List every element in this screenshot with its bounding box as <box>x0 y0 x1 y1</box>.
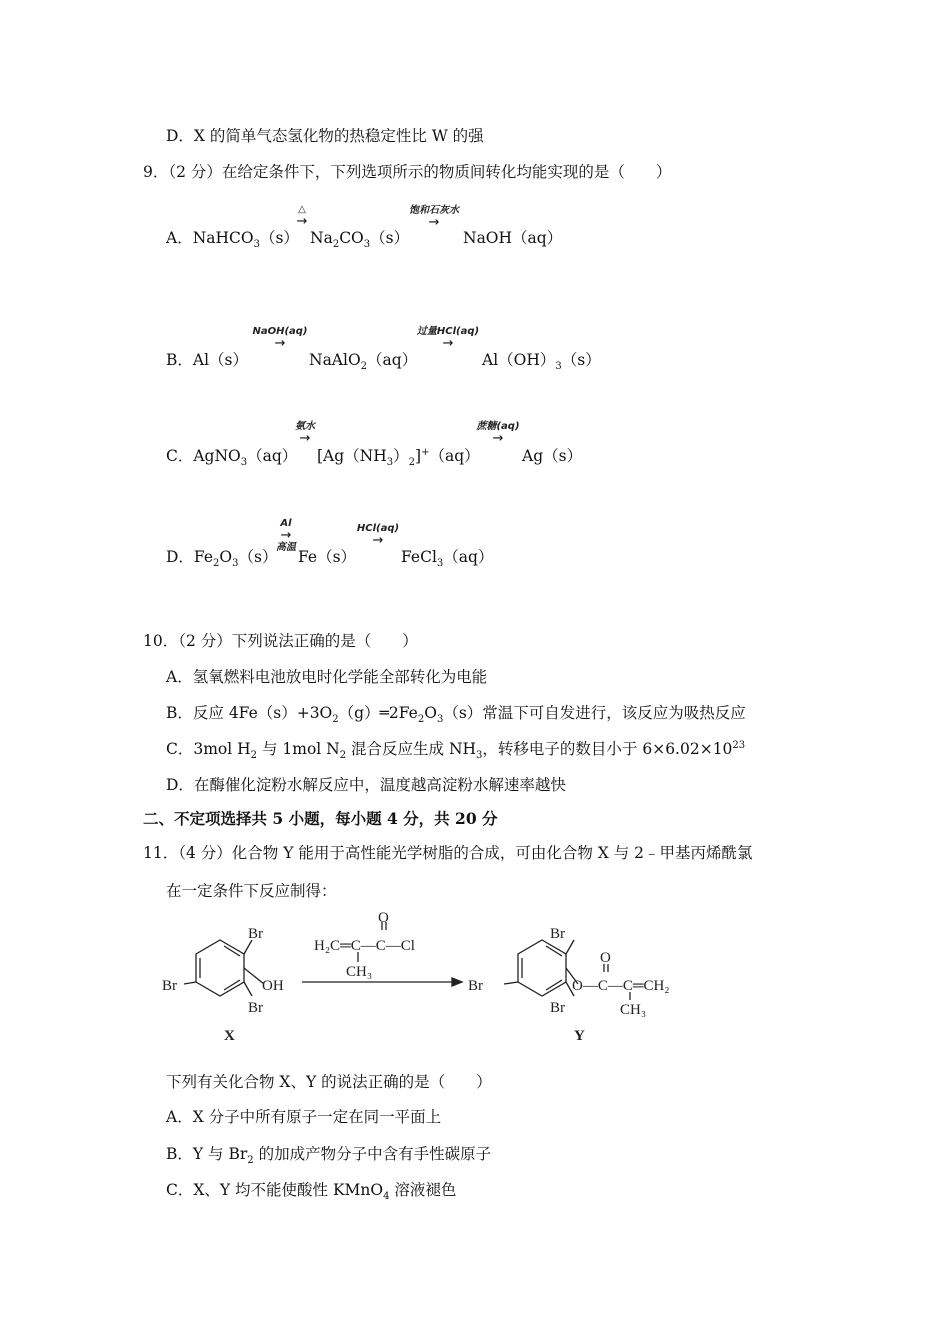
y-br-top: Br <box>550 926 565 942</box>
q11-ask: 下列有关化合物 X、Y 的说法正确的是（ ） <box>166 1073 492 1091</box>
q9-d-product: FeCl$_3$（aq） <box>401 548 494 570</box>
q10-option-b: B．反应 $4Fe(s)+3O_2(g)═2Fe_2O_3(s)$常温下可自发进行，该反应为吸热反应 <box>166 704 746 726</box>
x-br-bottom: Br <box>248 1000 263 1016</box>
q10-option-d: D．在酶催化淀粉水解反应中，温度越高淀粉水解速率越快 <box>166 776 566 794</box>
q9-d-middle: Fe（s） <box>298 548 357 566</box>
y-br-left: Br <box>468 978 483 994</box>
x-oh: OH <box>262 978 284 994</box>
q11-option-c: C．X、Y 均不能使酸性 KMnO$_4$ 溶液褪色 <box>166 1181 457 1203</box>
q9-c-middle: $[Ag(NH_3)_2]^+(aq)$ <box>317 446 480 469</box>
q9-option-d: D．$Fe_2O_3(s)$ <box>166 548 278 570</box>
q9-option-a: A．NaHCO$_3$（s） <box>166 229 299 251</box>
q9-c-product: Ag（s） <box>522 447 583 465</box>
q9-a-product: NaOH（aq） <box>463 229 563 247</box>
q9-d-arrow-2: HCl(aq) → <box>356 523 400 548</box>
y-ch3: CH₃ <box>620 1002 647 1018</box>
reagent-o: O <box>378 910 389 926</box>
q9-a-arrow-1: △ → <box>296 204 308 229</box>
reagent-ch3: CH₃ <box>346 964 373 980</box>
q9-stem: 9．（2 分）在给定条件下，下列选项所示的物质间转化均能实现的是（ ） <box>143 163 672 181</box>
q9-option-c: C．AgNO$_3$（aq） <box>166 447 298 469</box>
q9-c-arrow-2: 蔗糖(aq) → <box>476 421 520 446</box>
q9-b-product: $Al(OH)_3(s)$ <box>482 351 601 373</box>
reaction-scheme <box>160 910 720 1055</box>
q8-option-d: D．X 的简单气态氢化物的热稳定性比 W 的强 <box>166 127 484 145</box>
q9-b-arrow-1: NaOH(aq) → <box>252 326 308 351</box>
q9-d-arrow-1: Al → 高温 <box>276 518 296 553</box>
x-label: X <box>224 1028 235 1044</box>
q9-b-middle: NaAlO$_2$（aq） <box>309 351 418 373</box>
x-br-left: Br <box>162 978 177 994</box>
x-br-top: Br <box>248 926 263 942</box>
reagent-formula: H₂C═C—C—Cl <box>314 938 415 954</box>
q10-option-c: C．3mol $H_2$ 与 1mol $N_2$ 混合反应生成 $NH_3$，转移电子的数目小于 $6\times 6.02\times 10^{23}$ <box>166 739 746 762</box>
q9-c-arrow-1: 氨水 → <box>295 421 315 446</box>
q9-a-arrow-2: 饱和石灰水 → <box>409 205 459 230</box>
q11-stem-cont: 在一定条件下反应制得： <box>166 882 337 900</box>
q10-option-a: A．氢氧燃料电池放电时化学能全部转化为电能 <box>166 668 488 686</box>
section-heading: 二、不定项选择共 5 小题，每小题 4 分，共 20 分 <box>143 809 498 828</box>
y-carbonyl-o: O <box>600 950 611 966</box>
q10-stem: 10．（2 分）下列说法正确的是（ ） <box>143 632 418 650</box>
y-label: Y <box>574 1028 585 1044</box>
q9-option-b: B．Al（s） <box>166 351 248 369</box>
q11-option-b: B．Y 与 $Br_2$ 的加成产物分子中含有手性碳原子 <box>166 1145 492 1167</box>
q9-b-arrow-2: 过量HCl(aq) → <box>416 326 480 351</box>
y-br-bottom: Br <box>550 1000 565 1016</box>
q11-stem: 11．（4 分）化合物 Y 能用于高性能光学树脂的合成，可由化合物 X 与 2﹣甲基丙烯酰氯 <box>143 844 753 862</box>
q9-a-middle: $Na_2CO_3(s)$ <box>310 229 410 251</box>
q11-option-a: A．X 分子中所有原子一定在同一平面上 <box>166 1108 442 1126</box>
y-chain: O—C—C═CH₂ <box>572 978 670 994</box>
